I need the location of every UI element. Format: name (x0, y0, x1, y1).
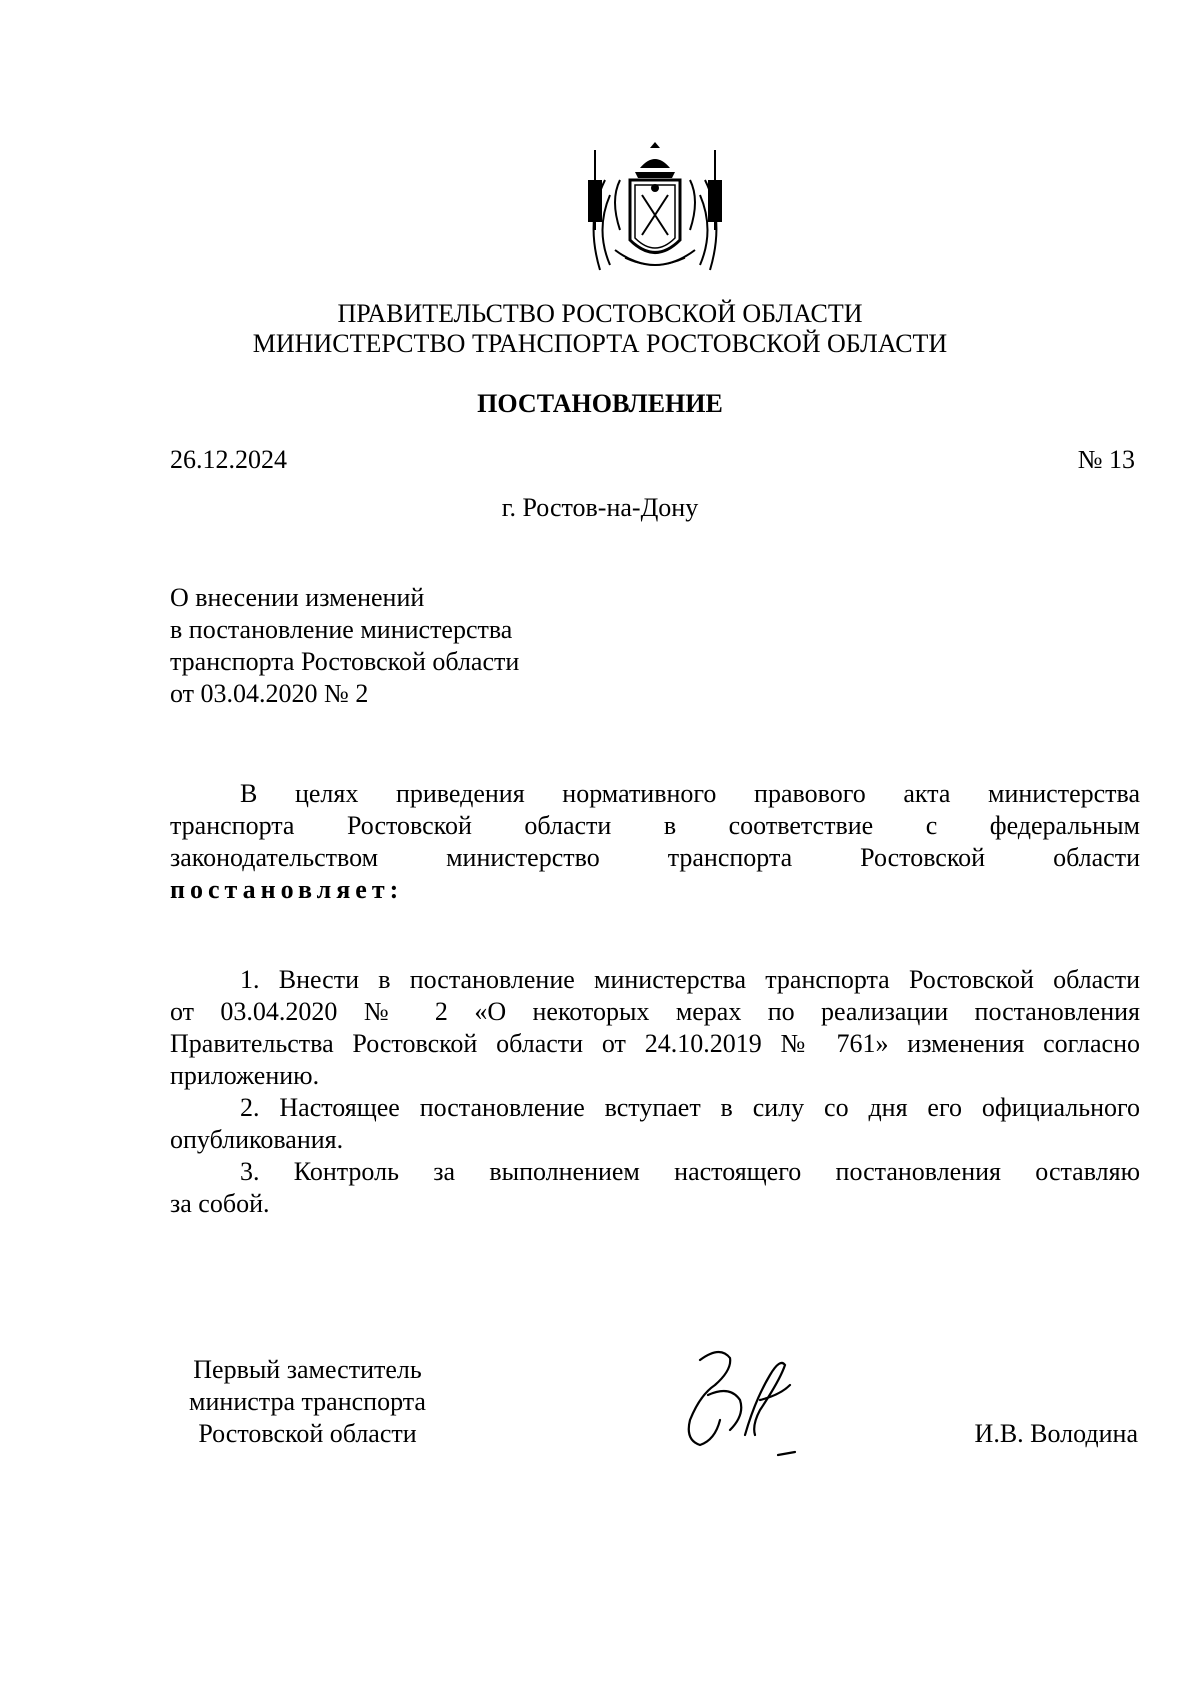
paragraph-2-line: 2. Настоящее постановление вступает в силу со дня его официального (240, 1093, 1140, 1122)
subject-line: О внесении изменений (170, 583, 425, 612)
paragraph-1-line: 1. Внести в постановление министерства транспорта Ростовской области (240, 965, 1140, 994)
preamble-line: В целях приведения нормативного правового акта министерства (240, 779, 1140, 808)
government-name: ПРАВИТЕЛЬСТВО РОСТОВСКОЙ ОБЛАСТИ (337, 299, 863, 328)
preamble-line: законодательством министерство транспорта Ростовской области (170, 843, 1140, 872)
preamble-line: транспорта Ростовской области в соответствие с федеральным (170, 811, 1140, 840)
subject-line: транспорта Ростовской области (170, 647, 520, 676)
paragraph-3-line: 3. Контроль за выполнением настоящего постановления оставляю (240, 1157, 1140, 1186)
decree-word: постановляет: (170, 875, 404, 904)
document-type-title: ПОСТАНОВЛЕНИЕ (477, 389, 723, 418)
subject-line: в постановление министерства (170, 615, 513, 644)
handwritten-signature (660, 1340, 820, 1480)
signatory-title-line: министра транспорта (189, 1387, 426, 1416)
paragraph-2-line: опубликования. (170, 1125, 344, 1154)
signatory-title-line: Первый заместитель (193, 1355, 422, 1384)
document-date: 26.12.2024 (170, 445, 287, 474)
coat-of-arms-emblem (580, 140, 730, 280)
paragraph-3-line: за собой. (170, 1189, 270, 1218)
ministry-name: МИНИСТЕРСТВО ТРАНСПОРТА РОСТОВСКОЙ ОБЛАСТИ (252, 329, 948, 358)
signatory-title-line: Ростовской области (198, 1419, 417, 1448)
document-city: г. Ростов-на-Дону (501, 493, 699, 522)
document-number: № 13 (1077, 445, 1135, 474)
paragraph-1-line: от 03.04.2020 № 2 «О некоторых мерах по реализации постановления (170, 997, 1140, 1026)
subject-line: от 03.04.2020 № 2 (170, 679, 369, 708)
paragraph-1-line: Правительства Ростовской области от 24.10.2019 № 761» изменения согласно (170, 1029, 1140, 1058)
signatory-name: И.В. Володина (974, 1419, 1138, 1448)
paragraph-1-line: приложению. (170, 1061, 320, 1090)
